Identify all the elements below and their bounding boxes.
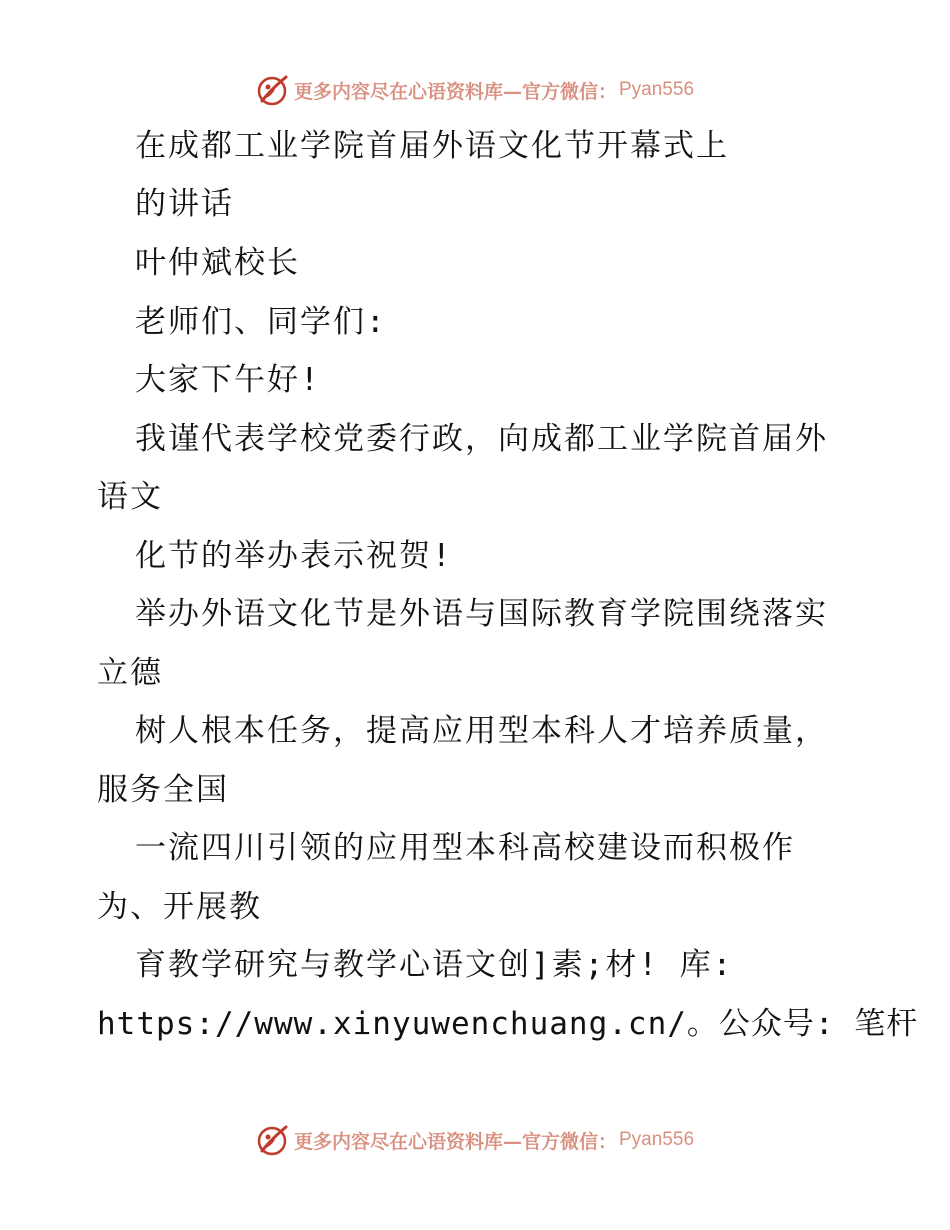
paragraph-line: 语文 <box>97 479 163 515</box>
paragraph-line: 立德 <box>97 655 163 691</box>
banner-text: 更多内容尽在心语资料库—官方微信： <box>293 80 617 103</box>
speaker-line: 叶仲斌校长 <box>135 245 300 281</box>
paragraph-line: 一流四川引领的应用型本科高校建设而积极作 <box>135 830 795 866</box>
wechat-id: Pyan556 <box>619 79 695 100</box>
paragraph-line: 树人根本任务，提高应用型本科人才培养质量， <box>135 713 828 749</box>
footer-banner <box>0 1120 950 1160</box>
url-line: https://www.xinyuwenchuang.cn/。公众号: 笔杆 <box>97 1006 919 1042</box>
paragraph-line: 为、开展教 <box>97 889 262 925</box>
greeting-line: 大家下午好! <box>135 362 321 398</box>
brush-logo-icon <box>256 1123 290 1157</box>
paragraph-line: 育教学研究与教学心语文创]素;材! 库: <box>135 947 734 983</box>
paragraph-line: 我谨代表学校党委行政，向成都工业学院首届外 <box>135 421 828 457</box>
paragraph-line: 化节的举办表示祝贺! <box>135 538 453 574</box>
title-line-2: 的讲话 <box>135 186 234 222</box>
salutation-line: 老师们、同学们: <box>135 304 387 340</box>
paragraph-line: 服务全国 <box>97 772 229 808</box>
title-line-1: 在成都工业学院首届外语文化节开幕式上 <box>135 128 729 164</box>
paragraph-line: 举办外语文化节是外语与国际教育学院围绕落实 <box>135 596 828 632</box>
wechat-id: Pyan556 <box>619 1129 695 1150</box>
header-banner <box>0 70 950 110</box>
brush-logo-icon <box>256 73 290 107</box>
banner-text: 更多内容尽在心语资料库—官方微信： <box>293 1130 617 1153</box>
